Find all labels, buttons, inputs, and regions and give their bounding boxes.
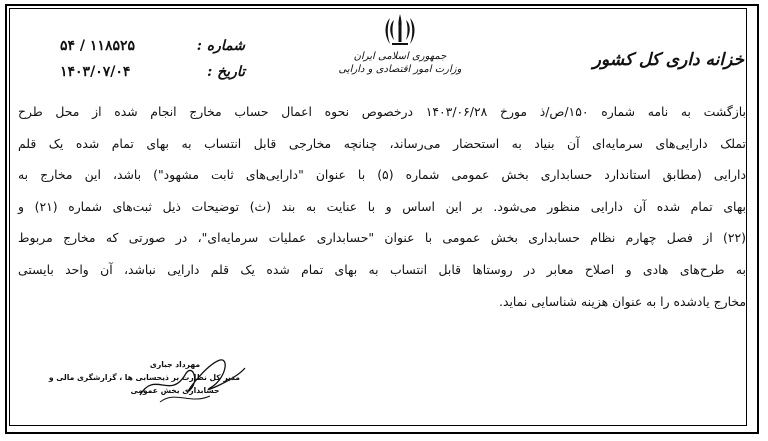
date-label: تاریخ : <box>207 64 245 80</box>
body-line: به طرح‌های هادی و اصلاح معابر در روستاها قابل انتساب به بهای تمام شده یک قلم دارایی نباشد، آن واحد بایستی <box>18 261 746 277</box>
government-name: جمهوری اسلامی ایران <box>353 51 447 62</box>
signature-block <box>48 358 240 397</box>
body-line: بازگشت به نامه شماره ۱۵۰/ص/ذ مورخ ۱۴۰۳/۰۶/۲۸ درخصوص نحوه اعمال حساب مخارج انجام شده از محل طرح <box>18 104 746 119</box>
organization-title: خزانه داری کل کشور <box>592 50 744 70</box>
body-line: تملک دارایی‌های سرمایه‌ای آن بنیاد به استحضار می‌رساند، چنانچه مخارجی قابل انتساب به بهای تمام شده یک قلم <box>18 135 746 151</box>
body-line: دارایی (مطابق استاندارد حسابداری بخش عمومی شماره (۵) با عنوان "دارایی‌های ثابت مشهود") باشد، این مخارج به <box>18 167 746 183</box>
government-header <box>330 10 470 85</box>
iran-emblem-icon <box>380 10 420 50</box>
signer-title-line2: حسابداری بخش عمومی <box>130 386 220 395</box>
signer-title-line1: مدیر کل نظارت بر ذیحسابی ها ، گزارشگری مالی و <box>48 373 240 382</box>
letter-meta <box>60 38 245 90</box>
number-row <box>60 38 245 64</box>
number-value: ۵۴ / ۱۱۸۵۲۵ <box>60 38 136 54</box>
letter-body <box>18 96 746 317</box>
date-value: ۱۴۰۳/۰۷/۰۴ <box>60 64 131 80</box>
signer-name: مهرداد جباری <box>149 360 201 369</box>
body-line: مخارج یادشده را به عنوان هزینه شناسایی نماید. <box>499 293 746 309</box>
number-label: شماره : <box>196 38 245 54</box>
ministry-name: وزارت امور اقتصادی و دارایی <box>338 64 462 75</box>
date-row <box>60 64 245 90</box>
body-line: بهای تمام شده آن دارایی منظور می‌شود. بر این اساس و با عنایت به بند (ث) توضیحات ذیل ثبت‌های شماره (۲۱) و <box>18 198 746 214</box>
body-line: (۲۲) از فصل چهارم نظام حسابداری بخش عمومی با عنوان "حسابداری عملیات سرمایه‌ای"، در صورتی که مخارج مربوط <box>18 230 746 246</box>
